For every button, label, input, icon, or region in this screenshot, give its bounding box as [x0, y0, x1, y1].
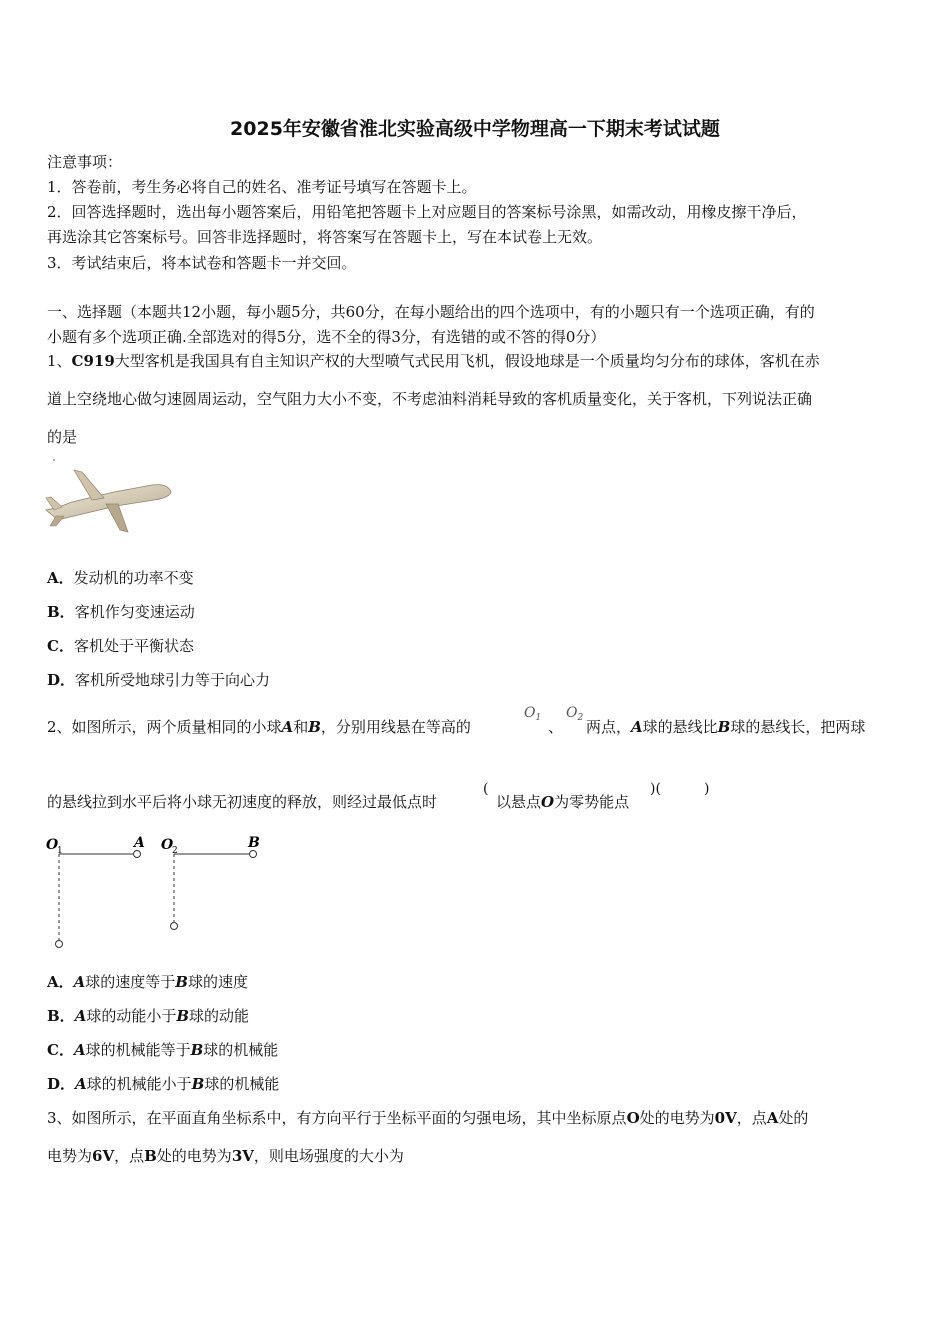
- q2-separator: 、: [548, 718, 564, 736]
- q1-line-3: 的是: [47, 428, 78, 446]
- q3-potential-b: 3V: [231, 1147, 254, 1165]
- fig-label-a: A: [134, 835, 145, 851]
- q2-point-o1-sub: 1: [535, 713, 542, 723]
- q2-text-4: 两点，: [586, 718, 632, 736]
- q3-point-b: B: [144, 1147, 157, 1165]
- q2-point-o2-sub: 2: [577, 713, 584, 723]
- q3-text-6: ，点: [114, 1147, 145, 1165]
- q1-option-b-text: 客机作匀变速运动: [74, 603, 195, 621]
- q2-option-d-v2: B: [191, 1075, 205, 1093]
- q3-text-1: 3、如图所示，在平面直角坐标系中，有方向平行于坐标平面的匀强电场，其中坐标原点: [47, 1109, 627, 1127]
- q2-line-2-middle: [496, 792, 629, 812]
- q1-option-d: [47, 670, 270, 690]
- q1-line-1: [47, 351, 820, 371]
- q3-text-5: 电势为: [47, 1147, 93, 1165]
- fig-label-o2-sub: 2: [172, 846, 178, 856]
- notice-heading: 注意事项：: [47, 153, 123, 171]
- q3-point-o: O: [626, 1109, 640, 1127]
- q1-option-a-text: 发动机的功率不变: [73, 569, 194, 587]
- q1-option-a: [47, 568, 194, 588]
- notice-item-3: 3．考试结束后，将本试卷和答题卡一并交回。: [47, 254, 357, 272]
- q3-text-2: 处的电势为: [639, 1109, 715, 1127]
- q2-paren-close: )(: [650, 781, 661, 797]
- q2-option-a-t2: 球的速度: [187, 973, 248, 991]
- q3-potential-o: 0V: [714, 1109, 737, 1127]
- q2-line-2-left: 的悬线拉到水平后将小球无初速度的释放，则经过最低点时: [47, 793, 438, 811]
- q3-potential-a: 6V: [92, 1147, 115, 1165]
- q2-option-b-letter: B．: [47, 1007, 75, 1025]
- q2-option-b-t2: 球的动能: [189, 1007, 250, 1025]
- q2-var-a: A: [281, 718, 294, 736]
- fig-label-o1-sub: 1: [57, 846, 63, 856]
- q1-option-d-letter: D．: [47, 671, 76, 689]
- notice-item-1: 1．答卷前，考生务必将自己的姓名、准考证号填写在答题卡上。: [47, 178, 477, 196]
- q2-paren-open: (: [483, 781, 489, 797]
- q2-option-c-t2: 球的机械能: [203, 1041, 279, 1059]
- q2-option-d-v1: A: [75, 1075, 87, 1093]
- q2-point-o2: [566, 705, 583, 723]
- q2-line-1-right: [586, 717, 865, 737]
- q2-point-o2-letter: O: [566, 705, 578, 721]
- q2-option-c: [47, 1040, 278, 1060]
- q2-text-8: 为零势能点: [554, 793, 630, 811]
- q1-option-c: [47, 636, 194, 656]
- q1-aircraft-model: C919: [71, 352, 115, 370]
- q2-pendulum-figure: [44, 832, 274, 957]
- q2-text-1: 2、如图所示，两个质量相同的小球: [47, 718, 282, 736]
- fig-label-o2: O: [161, 837, 174, 853]
- q2-option-d: [47, 1074, 279, 1094]
- q2-option-c-v1: A: [73, 1041, 86, 1059]
- q3-line-2: [47, 1146, 404, 1166]
- notice-item-2-cont: 再选涂其它答案标号。回答非选择题时，将答案写在答题卡上，写在本试卷上无效。: [47, 228, 603, 246]
- q1-option-a-letter: A．: [47, 569, 74, 587]
- q1-line-2: 道上空绕地心做匀速圆周运动，空气阻力大小不变，不考虑油料消耗导致的客机质量变化，关于客机，下列说法正确: [47, 390, 813, 408]
- q2-option-b-v2: B: [176, 1007, 190, 1025]
- q1-line-1-text: 大型客机是我国具有自主知识产权的大型喷气式民用飞机，假设地球是一个质量均匀分布的球体，客机在赤: [114, 352, 820, 370]
- q2-text-3: ，分别用线悬在等高的: [320, 718, 471, 736]
- q1-option-c-letter: C．: [47, 637, 74, 655]
- notice-item-2: 2．回答选择题时，选出每小题答案后，用铅笔把答题卡上对应题目的答案标号涂黑，如需改动，用橡皮擦干净后，: [47, 203, 807, 221]
- q2-text-6: 球的悬线长，把两球: [730, 718, 866, 736]
- q2-var-o: O: [541, 793, 555, 811]
- fig-label-o1: O: [46, 837, 59, 853]
- q2-option-a-letter: A．: [47, 973, 74, 991]
- q3-point-a: A: [766, 1109, 779, 1127]
- q2-var-b: B: [308, 718, 321, 736]
- q2-line-1-left: [47, 717, 471, 737]
- q2-var-b-2: B: [717, 718, 731, 736]
- q1-option-d-text: 客机所受地球引力等于向心力: [75, 671, 271, 689]
- q2-option-a-v1: A: [73, 973, 86, 991]
- q2-option-c-v2: B: [190, 1041, 204, 1059]
- section-header-line-1: 一、选择题（本题共12小题，每小题5分，共60分，在每小题给出的四个选项中，有的小题只有一个选项正确，有的: [47, 303, 815, 321]
- q2-option-c-t1: 球的机械能等于: [85, 1041, 191, 1059]
- q2-option-d-letter: D．: [47, 1075, 76, 1093]
- q2-text-7: 以悬点: [496, 793, 542, 811]
- q2-option-d-t2: 球的机械能: [204, 1075, 280, 1093]
- airplane-image: [44, 458, 174, 538]
- q2-option-b-v1: A: [74, 1007, 87, 1025]
- q2-option-d-t1: 球的机械能小于: [86, 1075, 192, 1093]
- q3-text-8: ，则电场强度的大小为: [253, 1147, 404, 1165]
- q3-text-7: 处的电势为: [156, 1147, 232, 1165]
- q1-option-b-letter: B．: [47, 603, 75, 621]
- q2-var-a-2: A: [631, 718, 643, 736]
- q2-text-2: 和: [293, 718, 309, 736]
- q2-answer-blank-close: ): [704, 781, 710, 797]
- q2-option-a: [47, 972, 248, 992]
- q2-option-c-letter: C．: [47, 1041, 74, 1059]
- fig-label-b: B: [248, 835, 260, 851]
- q2-point-o1-letter: O: [524, 705, 536, 721]
- q2-point-o1: [524, 705, 541, 723]
- q2-text-5: 球的悬线比: [642, 718, 718, 736]
- q3-text-3: ，点: [736, 1109, 767, 1127]
- q3-line-1: [47, 1108, 808, 1128]
- section-header-line-2: 小题有多个选项正确.全部选对的得5分，选不全的得3分，有选错的或不答的得0分）: [47, 328, 606, 346]
- q2-option-a-t1: 球的速度等于: [85, 973, 176, 991]
- q1-number: 1、: [47, 352, 72, 370]
- q1-option-c-text: 客机处于平衡状态: [73, 637, 194, 655]
- q3-text-4: 处的: [778, 1109, 809, 1127]
- page-title: 2025年安徽省淮北实验高级中学物理高一下期末考试试题: [230, 118, 720, 140]
- q2-option-b-t1: 球的动能小于: [86, 1007, 177, 1025]
- q2-option-a-v2: B: [175, 973, 188, 991]
- q2-option-b: [47, 1006, 249, 1026]
- q1-option-b: [47, 602, 195, 622]
